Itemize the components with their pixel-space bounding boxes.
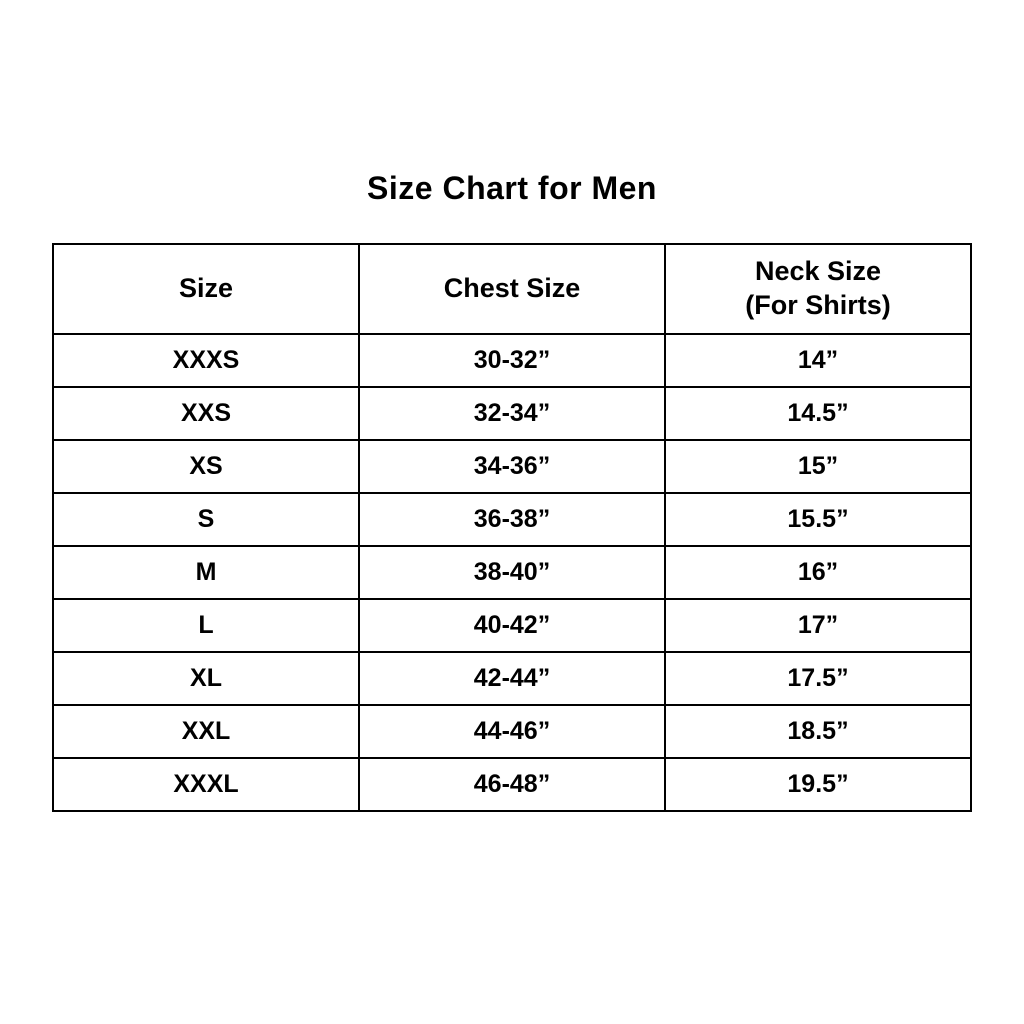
size-cell: L — [53, 599, 359, 652]
size-chart-table — [52, 243, 972, 812]
size-cell: XXXS — [53, 334, 359, 387]
size-cell: XXL — [53, 705, 359, 758]
size-cell: XL — [53, 652, 359, 705]
size-cell: M — [53, 546, 359, 599]
neck-cell: 19.5” — [665, 758, 971, 811]
table-row — [53, 493, 971, 546]
neck-cell: 18.5” — [665, 705, 971, 758]
header-neck-size-label: Neck Size — [754, 256, 882, 287]
neck-cell: 16” — [665, 546, 971, 599]
header-chest-size — [359, 244, 665, 334]
chest-cell: 42-44” — [359, 652, 665, 705]
neck-cell: 14” — [665, 334, 971, 387]
chest-cell: 32-34” — [359, 387, 665, 440]
size-cell: XS — [53, 440, 359, 493]
table-header — [53, 244, 971, 334]
header-row — [53, 244, 971, 334]
table-row — [53, 652, 971, 705]
neck-cell: 17.5” — [665, 652, 971, 705]
table-row — [53, 599, 971, 652]
chest-cell: 40-42” — [359, 599, 665, 652]
size-cell: XXXL — [53, 758, 359, 811]
table-row — [53, 705, 971, 758]
neck-cell: 15.5” — [665, 493, 971, 546]
page-title: Size Chart for Men — [367, 170, 657, 206]
chest-cell: 36-38” — [359, 493, 665, 546]
header-neck-size — [665, 244, 971, 334]
header-size-label: Size — [178, 273, 234, 304]
table-row — [53, 546, 971, 599]
header-size — [53, 244, 359, 334]
chest-cell: 46-48” — [359, 758, 665, 811]
chest-cell: 30-32” — [359, 334, 665, 387]
neck-cell: 15” — [665, 440, 971, 493]
chest-cell: 38-40” — [359, 546, 665, 599]
size-cell: S — [53, 493, 359, 546]
header-neck-size-sublabel: (For Shirts) — [745, 290, 891, 320]
chest-cell: 34-36” — [359, 440, 665, 493]
neck-cell: 14.5” — [665, 387, 971, 440]
header-chest-size-label: Chest Size — [443, 273, 581, 304]
chest-cell: 44-46” — [359, 705, 665, 758]
table-row — [53, 334, 971, 387]
table-body — [53, 334, 971, 811]
table-row — [53, 387, 971, 440]
table-row — [53, 440, 971, 493]
neck-cell: 17” — [665, 599, 971, 652]
table-row — [53, 758, 971, 811]
size-cell: XXS — [53, 387, 359, 440]
